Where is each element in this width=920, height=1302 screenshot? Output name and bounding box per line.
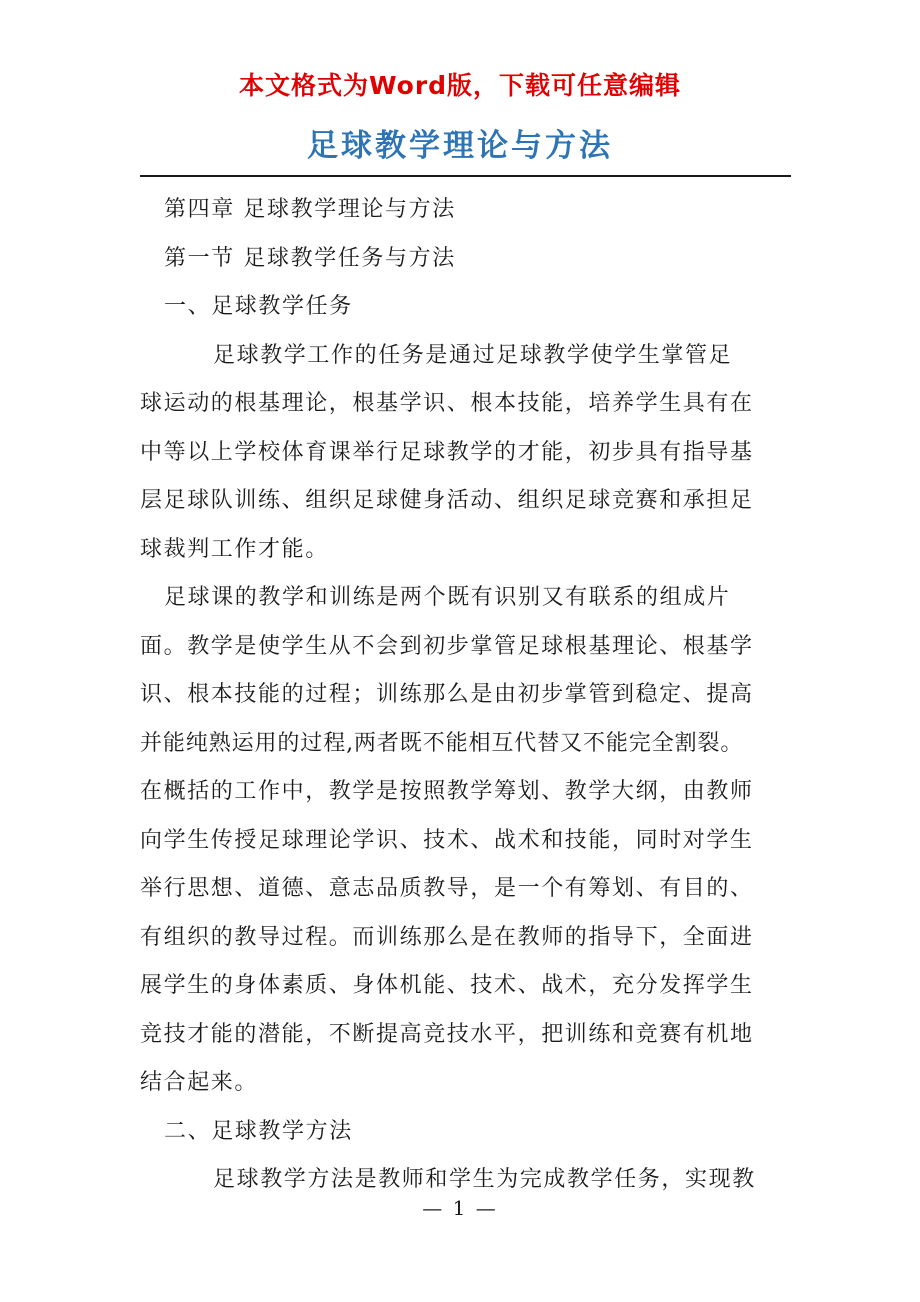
paragraph-line: 足球教学工作的任务是通过足球教学使学生掌管足 (213, 342, 733, 368)
document-body (140, 186, 788, 1205)
paragraph-line: 举行思想、道德、意志品质教导，是一个有筹划、有目的、 (140, 876, 754, 901)
subsection-heading: 二、足球教学方法 (164, 1118, 353, 1144)
paragraph-line: 层足球队训练、组织足球健身活动、组织足球竞赛和承担足 (140, 488, 754, 513)
paragraph-line: 竞技才能的潜能，不断提高竞技水平，把训练和竞赛有机地 (140, 1021, 754, 1047)
subsection-heading: 一、足球教学任务 (164, 294, 353, 319)
paragraph-line: 向学生传授足球理论学识、技术、战术和技能，同时对学生 (140, 827, 754, 853)
format-notice-banner: 本文格式为Word版，下载可任意编辑 (238, 71, 682, 100)
title-divider (140, 175, 791, 177)
paragraph-line: 识、根本技能的过程；训练那么是由初步掌管到稳定、提高 (140, 682, 754, 707)
paragraph-line: 足球课的教学和训练是两个既有识别又有联系的组成片 (164, 585, 731, 610)
paragraph-line: 在概括的工作中，教学是按照教学筹划、教学大纲，由教师 (140, 779, 754, 804)
paragraph-line: 中等以上学校体育课举行足球教学的才能，初步具有指导基 (140, 439, 754, 465)
chapter-heading: 第四章 足球教学理论与方法 (164, 197, 456, 222)
paragraph-line: 球裁判工作才能。 (140, 536, 329, 562)
paragraph-line: 球运动的根基理论，根基学识、根本技能，培养学生具有在 (140, 391, 754, 416)
page-number: — 1 — (422, 1196, 498, 1220)
section-heading: 第一节 足球教学任务与方法 (164, 245, 456, 271)
paragraph-line: 有组织的教导过程。而训练那么是在教师的指导下，全面进 (140, 924, 754, 950)
paragraph-line: 展学生的身体素质、身体机能、技术、战术，充分发挥学生 (140, 973, 754, 998)
document-title: 足球教学理论与方法 (307, 128, 613, 164)
paragraph-line: 结合起来。 (140, 1070, 259, 1095)
paragraph-line: 并能纯熟运用的过程,两者既不能相互代替又不能完全割裂。 (140, 730, 744, 756)
paragraph-line: 足球教学方法是教师和学生为完成教学任务，实现教 (213, 1167, 756, 1192)
paragraph-line: 面。教学是使学生从不会到初步掌管足球根基理论、根基学 (140, 633, 754, 659)
